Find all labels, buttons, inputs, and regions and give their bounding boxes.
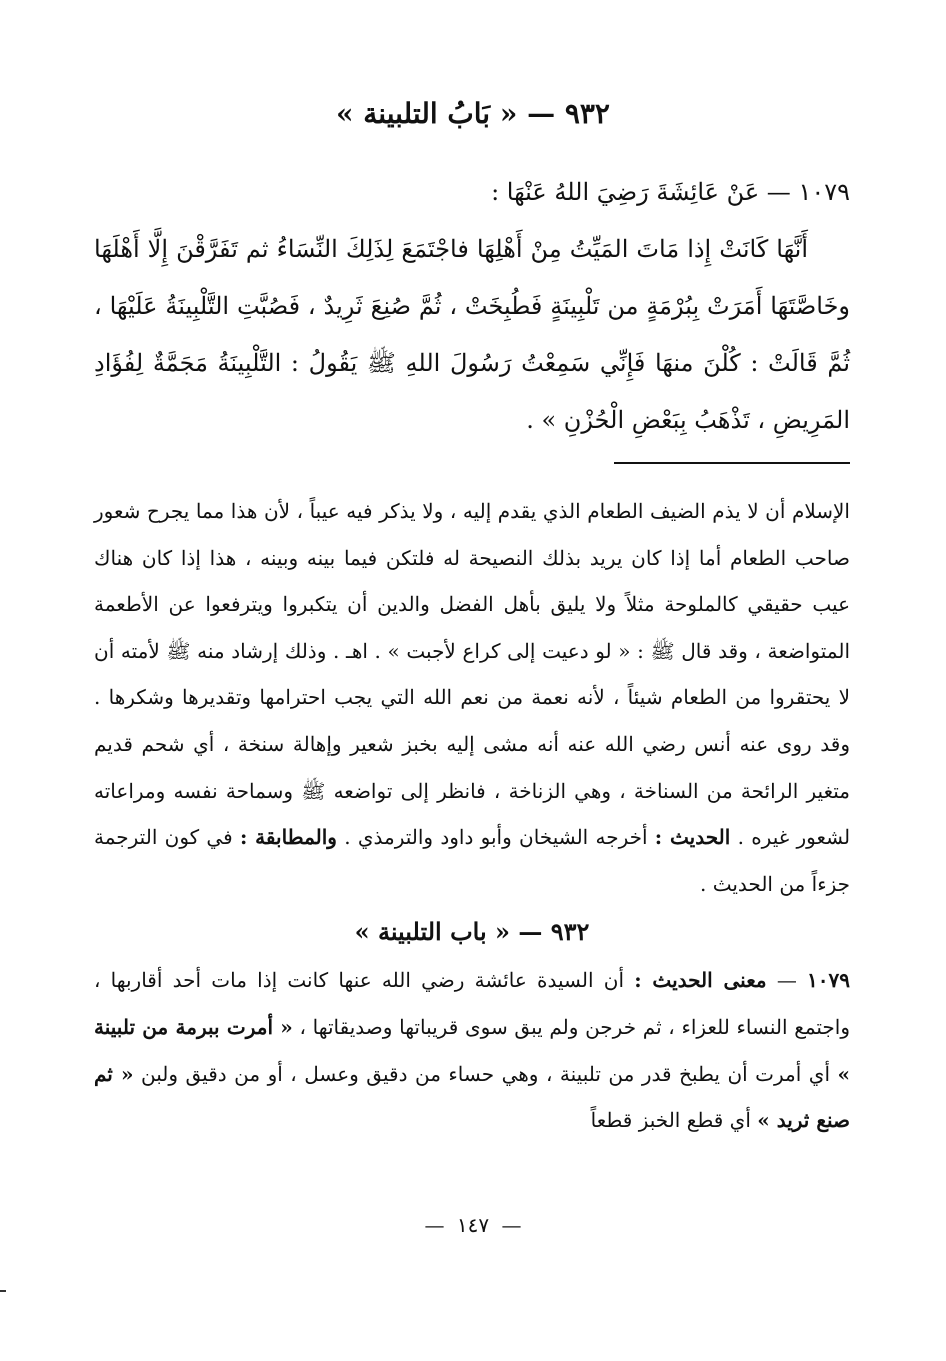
hadith-header: ١٠٧٩ — عَنْ عَائِشَةَ رَضِيَ اللهُ عَنْهَا : [491, 178, 850, 206]
footnote-divider [614, 462, 850, 464]
page-number-value: ١٤٧ [456, 1213, 490, 1237]
correspondence-label: والمطابقة : [239, 825, 337, 850]
section-name: « باب التلبينة » [354, 917, 511, 947]
explanation-paragraph [94, 957, 850, 1143]
commentary-paragraph [94, 488, 850, 907]
chapter-name: « بَابُ التلبينة » [336, 97, 518, 130]
hadith-block [94, 164, 850, 449]
chapter-title [0, 92, 946, 136]
commentary-block [94, 488, 850, 1144]
commentary-text: الإسلام أن لا يذم الضيف الطعام الذي يقدم إليه ، ولا يذكر فيه عيباً ، لأن هذا مما يجرح شعور صاحب الطعام أما إذا كان يريد بذلك النصيحة له فلتكن فيما بينه وبينه ، هذا إذا كان هناك عيب حقيقي كالملوحة مثلاً ولا يليق بأهل الفضل والدين أن يتكبروا ويترفعوا عن الأطعمة المتواضعة ، وقد قال ﷺ : « لو دعيت إلى كراع لأجبت » . اهـ . وذلك إرشاد منه ﷺ لأمته أن لا يحتقروا من الطعام شيئاً ، لأنه نعمة من نعم الله التي يجب احترامها وتقديرها وشكرها . وقد روى عنه أنس رضي الله عنه أنه مشى إليه بخبز شعير وإهالة سنخة ، أي شحم قديم متغير الرائحة من السناخة ، وهي الزناخة ، فانظر إلى تواضعه ﷺ وسماحة نفسه ومراعاته لشعور غيره . [94, 499, 851, 850]
explanation-text-3: أي قطع الخبز قطعاً [590, 1108, 751, 1133]
page-number-dash-left: — [424, 1213, 445, 1237]
explanation-label: معنى الحديث : [634, 968, 767, 993]
page-number [0, 1210, 946, 1240]
section-number: ٩٣٢ [550, 917, 590, 947]
explanation-text-2: أي أمرت أن يطبخ قدر من تلبينة ، وهي حساء من دقيق وعسل ، أو من دقيق ولبن [140, 1061, 831, 1086]
hadith-source: أخرجه الشيخان وأبو داود والترمذي . [344, 825, 648, 850]
explanation-number: ١٠٧٩ [807, 968, 850, 993]
section-title [94, 907, 850, 957]
page-number-dash-right: — [501, 1213, 522, 1237]
explanation-dash: — [776, 968, 797, 993]
chapter-dash: — [527, 97, 556, 130]
chapter-number: ٩٣٢ [564, 97, 610, 130]
explanation-quote-1: « أمرت ببرمة من تلبينة » [94, 1014, 851, 1086]
scan-mark [0, 1290, 6, 1292]
correspondence-text: في كون الترجمة جزءاً من الحديث . [94, 825, 850, 896]
hadith-label: الحديث : [654, 825, 731, 850]
explanation-quote-2: « ثم صنع ثريد » [94, 1061, 850, 1133]
section-dash: — [518, 917, 543, 947]
hadith-text: أَنَّهَا كَانَتْ إِذا مَاتَ المَيِّتُ مِنْ أَهْلِهَا فاجْتَمَعَ لِذَلِكَ النِّسَاءُ ثم تَفَرَّقْنَ إِلَّا أَهْلَهَا وخَاصَّتَهَا أَمَرَتْ بِبُرْمَةٍ من تَلْبِينَةٍ فَطُبِخَتْ ، ثُمَّ صُنِعَ ثَرِيدٌ ، فَصُبَّتِ التَّلْبِينَةُ عَلَيْهَا ، ثُمَّ قَالَتْ : كُلْنَ منهَا فَإِنِّي سَمِعْتُ رَسُولَ اللهِ ﷺ يَقُولُ : التَّلْبِينَةُ مَجَمَّةٌ لِفُؤَادِ المَرِيضِ ، تَذْهَبُ بِبَعْضِ الْحُزْنِ » . [94, 235, 850, 434]
explanation-text-1: أن السيدة عائشة رضي الله عنها كانت إذا مات أحد أقاربها ، واجتمع النساء للعزاء ، ثم خرجن ولم يبق سوى قريباتها وصديقاتها ، [94, 968, 851, 1039]
